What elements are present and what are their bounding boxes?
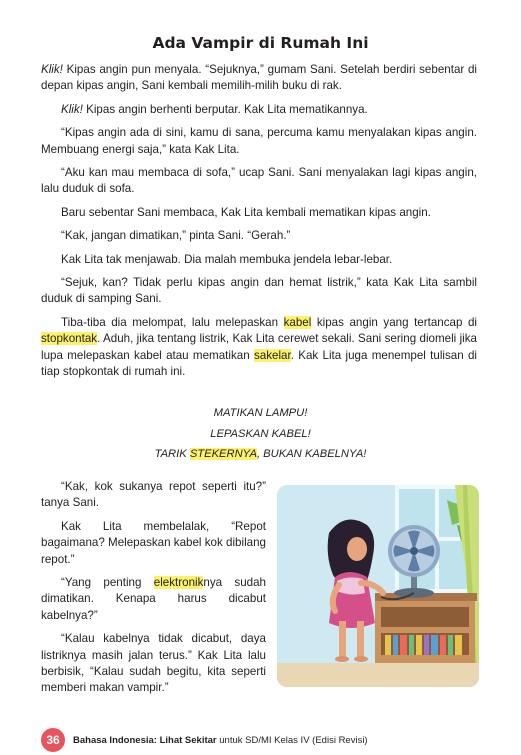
highlight-kabel: kabel	[283, 315, 312, 329]
text-segment: Tiba-tiba dia melompat, lalu melepaskan	[61, 315, 284, 329]
text-segment: nya sudah dimatikan. Kenapa harus dicabut kabelnya?”	[41, 576, 266, 622]
highlight-stekernya: STEKERNYA	[189, 448, 257, 460]
page-footer	[41, 728, 368, 752]
paragraph-2	[41, 102, 477, 118]
paragraph-2-text: Kipas angin berhenti berputar. Kak Lita mematikannya.	[82, 102, 368, 116]
highlight-elektronik: elektronik	[153, 576, 204, 590]
paragraph-9	[41, 315, 477, 381]
dialogue-1: “Kak, kok sukanya repot seperti itu?” tanya Sani.	[41, 480, 266, 510]
paragraph-5: Baru sebentar Sani membaca, Kak Lita kembali mematikan kipas angin.	[61, 205, 431, 219]
verse-line-3	[0, 444, 521, 465]
text-segment: TARIK	[154, 448, 190, 460]
paragraph-1	[41, 62, 477, 95]
text-segment: . Aduh, jika tentang listrik, Kak Lita cerewet sekali. Sani sering diomeli jika lupa melepaskan kabel atau mematikan	[41, 332, 477, 362]
highlight-stopkontak: stopkontak	[41, 332, 98, 346]
klik-word: Klik!	[61, 102, 83, 116]
text-segment: kipas angin yang tertancap di	[311, 315, 477, 329]
dialogue-2: Kak Lita membelalak, “Repot bagaimana? Melepaskan kabel kok dibilang repot.”	[41, 519, 266, 566]
story-illustration	[277, 485, 479, 687]
dialogue-3	[41, 575, 266, 624]
klik-word: Klik!	[41, 63, 63, 76]
text-segment: . Kak Lita juga menempel tulisan di tiap stopkontak di rumah ini.	[41, 348, 477, 379]
paragraph-1-text: Kipas angin pun menyala. “Sejuknya,” gumam Sani. Setelah berdiri sebentar di depan kipas angin, Sani kembali memilih-milih buku di rak.	[41, 63, 477, 93]
verse-line-1: MATIKAN LAMPU!	[213, 407, 308, 419]
paragraph-8: “Sejuk, kan? Tidak perlu kipas angin dan hemat listrik,” kata Kak Lita sambil duduk di samping Sani.	[41, 276, 477, 306]
page-number-badge: 36	[41, 728, 65, 752]
dialogue-column	[41, 479, 266, 704]
text-segment: “Yang penting	[61, 576, 154, 590]
paragraph-7: Kak Lita tak menjawab. Dia malah membuka jendela lebar-lebar.	[61, 252, 393, 266]
paragraph-3: “Kipas angin ada di sini, kamu di sana, percuma kamu menyalakan kipas angin. Membuang energi saja,” kata Kak Lita.	[41, 126, 477, 156]
footer-book-name: Bahasa Indonesia: Lihat Sekitar	[73, 734, 217, 746]
story-body	[41, 62, 477, 388]
dialogue-4: “Kalau kabelnya tidak dicabut, daya listriknya masih jalan terus.” Kak Lita lalu berbisik, “Kalau sudah begitu, kita seperti memberi makan vampir.”	[41, 632, 266, 695]
verse-line-2: LEPASKAN KABEL!	[210, 427, 311, 440]
highlight-sakelar: sakelar	[253, 348, 291, 362]
warning-verse	[0, 403, 521, 465]
footer-edition: untuk SD/MI Kelas IV (Edisi Revisi)	[216, 734, 368, 746]
girl-fan-illustration	[277, 485, 479, 687]
text-segment: , BUKAN KABELNYA!	[256, 448, 367, 460]
footer-book-title	[73, 735, 368, 746]
paragraph-4: “Aku kan mau membaca di sofa,” ucap Sani. Sani menyalakan lagi kipas angin, lalu duduk di sofa.	[41, 166, 477, 196]
paragraph-6: “Kak, jangan dimatikan,” pinta Sani. “Gerah.”	[61, 229, 291, 243]
story-title: Ada Vampir di Rumah Ini	[152, 34, 369, 52]
